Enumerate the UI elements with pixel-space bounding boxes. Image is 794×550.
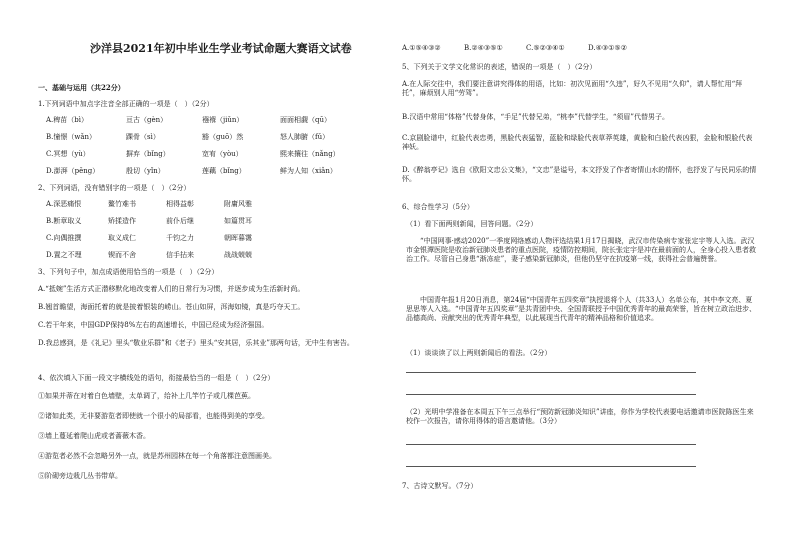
q1-option: B.憧憬（wǎn） xyxy=(46,133,97,141)
q1-option: 莲藕（bǐng） xyxy=(202,167,246,175)
q1-option: 面面相觑（qū） xyxy=(280,116,331,124)
question-6-1: （1）看下面两则新闻，回答问题。（2分） xyxy=(406,220,538,228)
q2-option: 朝晖暮霭 xyxy=(224,234,252,242)
question-2: 2、下列词语，没有错别字的一项是（ ）（2分） xyxy=(38,184,191,192)
q4-option: B.②④③⑤① xyxy=(464,44,503,52)
q4-option: A.①⑤④③② xyxy=(402,44,441,52)
question-6-2: （2）光明中学准备在本周五下午三点举行“预防新冠肺炎知识”讲座，你作为学校代表要电话邀请市医院陈医生来校作一次报告，请你用得体的语言邀请他。（3分） xyxy=(406,408,754,425)
q2-option: C.向偶推撰 xyxy=(46,234,82,242)
q2-option: 千钧之力 xyxy=(166,234,194,242)
q5-option-b: B.汉语中常用“体格”代替身体，“手足”代替兄弟，“桃李”代替学生，“须眉”代替男子。 xyxy=(402,113,669,121)
q2-option: B.断章取义 xyxy=(46,217,82,225)
q2-option: A.深恶痛恨 xyxy=(46,200,82,208)
answer-line[interactable] xyxy=(406,444,696,445)
q2-option: 相得益彰 xyxy=(166,200,194,208)
answer-line[interactable] xyxy=(406,466,696,467)
q4-sentence: ③墙上蔓延着爬山虎或者蔷薇木香。 xyxy=(38,432,150,440)
q2-option: 战战兢兢 xyxy=(224,251,252,259)
q2-option: D.置之不理 xyxy=(46,251,82,259)
q1-option: 摒弃（bǐng） xyxy=(126,150,170,158)
q1-option: 怒人肺腑（fǔ） xyxy=(280,133,330,141)
q2-option: 信手拈来 xyxy=(166,251,194,259)
question-6-1-prompt: （1）谈谈读了以上两则新闻后的看法。（2分） xyxy=(406,349,552,357)
question-7: 7、古诗文默写。（7分） xyxy=(402,482,478,490)
q5-option-d: D.《醉翁亭记》选自《欧阳文忠公文集》，“文忠”是谥号，本文抒发了作者寄情山水的情怀，也抒发了与民同乐的情怀。 xyxy=(402,166,757,183)
q2-option: 前仆后继 xyxy=(166,217,194,225)
question-3: 3、下列句子中，加点成语使用恰当的一项是（ ）（2分） xyxy=(38,268,219,276)
q1-option: 熙来攘往（nǎng） xyxy=(280,150,340,158)
q4-option: C.⑤②③④① xyxy=(526,44,565,52)
q3-option-b: B.翘首瞻望，海面托着的就是披着银装的崂山。苍山如屏，洱海如镜，真是巧夺天工。 xyxy=(38,303,305,311)
news-item-1: “中国网事·感动2020”一季度网络感动人物评选结果1月17日揭晓，武汉市传染病专家张定宇等人入选。武汉市金银潭医院是收治新冠肺炎患者的重点医院，疫情防控期间，院长张定宇是冲在最前面的人，全身心投入患者救治工作。尽管自己身患“渐冻症”，妻子感染新冠肺炎，但他仍坚守在抗疫第一线，获得社会普遍赞誉。 xyxy=(406,237,756,263)
q2-option: 矫揉造作 xyxy=(108,217,136,225)
q1-option: C.冥想（yù） xyxy=(46,150,90,158)
q5-option-c: C.京剧脸谱中，红脸代表忠勇，黑脸代表猛智，蓝脸和绿脸代表草莽英雄，黄脸和白脸代表凶狠，金脸和银脸代表神妖。 xyxy=(402,134,753,151)
q1-option: 亘古（gèn） xyxy=(126,116,168,124)
q1-option: A.稗苗（bì） xyxy=(46,116,88,124)
q1-option: 殷切（yǐn） xyxy=(126,167,165,175)
q1-option: 襁褓（jiǔn） xyxy=(202,116,244,124)
question-1: 1.下列词语中加点字注音全部正确的一项是（ ）（2分） xyxy=(38,100,214,108)
q1-option: 鲜为人知（xiǎn） xyxy=(280,167,337,175)
section-heading: 一、基础与运用（共22分） xyxy=(38,83,125,92)
q3-option-c: C.若干年来，中国GDP保持8%左右的高速增长，中国已经成为经济强国。 xyxy=(38,321,269,329)
question-4: 4、依次填入下面一段文字横线处的语句，衔接最恰当的一组是（ ）（2分） xyxy=(38,374,275,382)
q2-option: 锲而不舍 xyxy=(108,251,136,259)
q1-option: 踝骨（sì） xyxy=(126,133,160,141)
q4-sentence: ⑤阶砌旁边栽几丛书带草。 xyxy=(38,472,122,480)
question-5: 5、下列关于文学文化常识的表述，错误的一项是（ ）（2分） xyxy=(402,63,597,71)
q2-option: 如篇贯耳 xyxy=(224,217,252,225)
q2-option: 取义成仁 xyxy=(108,234,136,242)
news-item-2: 中国青年报1月20日消息，第24届“中国青年五四奖章”执授退将个人（共33人）名单公布，其中李文亮、夏思思等人入选。“中国青年五四奖章”是共青团中央、全国青联授予中国优秀青年的最高荣誉，旨在树立政治进步、品德高尚、贡献突出的优秀青年典型，以此展现当代青年的精神品格和价值追求。 xyxy=(406,296,757,322)
answer-line[interactable] xyxy=(406,394,696,395)
q2-option: 附庸风雅 xyxy=(224,200,252,208)
q1-option: 豁（guō）然 xyxy=(202,133,244,141)
answer-line[interactable] xyxy=(406,372,696,373)
q4-option: D.④③①⑤② xyxy=(588,44,627,52)
q3-option-a: A.“抵婉”生活方式正潜移默化地改变着人们的日常行为习惯，并逐步成为生活新时尚。 xyxy=(38,285,305,293)
q4-sentence: ①如果并蒂在对着白色墙壁，太单调了，给补上几竿竹子或几棵芭蕉。 xyxy=(38,392,255,400)
page-title: 沙洋县2021年初中毕业生学业考试命题大赛语文试卷 xyxy=(90,42,352,55)
q2-option: 鳌竹难书 xyxy=(108,200,136,208)
q4-sentence: ④游览者必然不会忽略另外一点，就是苏州园林在每一个角落都注意图画美。 xyxy=(38,452,276,460)
q1-option: D.澎湃（pěng） xyxy=(46,167,100,175)
q3-option-d: D.我总感到，是《礼记》里头“敬业乐群”和《老子》里头“安其居，乐其业”那两句话，无中生有害告。 xyxy=(38,339,354,347)
question-6: 6、综合性学习（5分） xyxy=(402,203,474,211)
q5-option-a: A.在人际交往中，我们要注意讲究得体的用语，比如：初次见面用“久违”，好久不见用“久仰”，请人帮忙用“拜托”，麻烦别人用“劳驾”。 xyxy=(402,80,743,97)
q1-option: 宽宥（yòu） xyxy=(202,150,243,158)
q4-sentence: ②诸如此类，无非要游览者即使就一个很小的局部看，也能得到美的享受。 xyxy=(38,412,269,420)
